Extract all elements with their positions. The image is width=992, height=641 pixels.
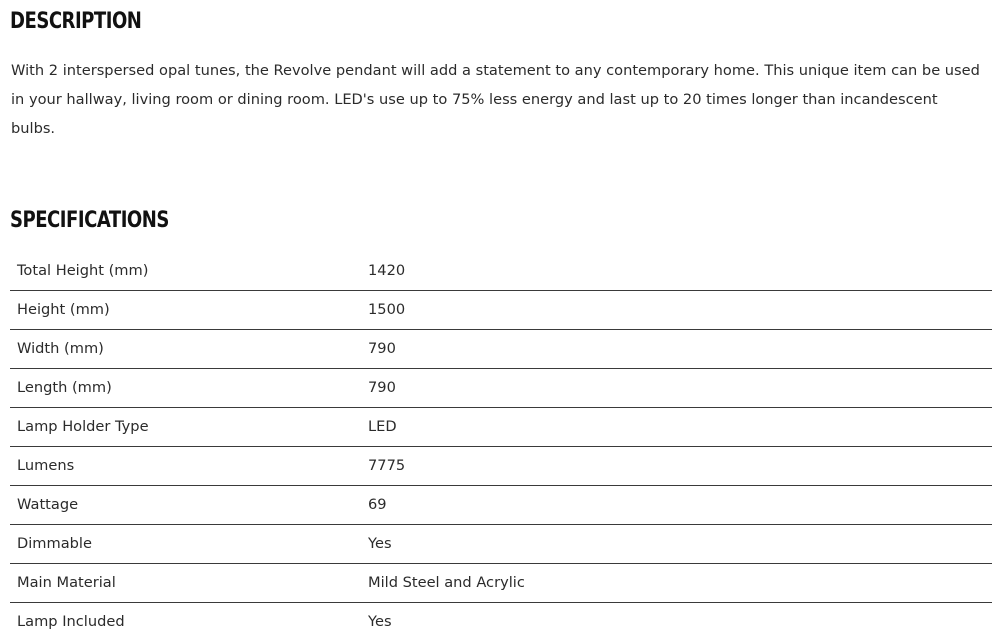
spec-label: Lamp Included (10, 603, 361, 641)
spec-label: Length (mm) (10, 369, 361, 408)
spec-value: Yes (361, 603, 992, 641)
spec-label: Lamp Holder Type (10, 408, 361, 447)
spec-row-dimmable (10, 525, 992, 564)
spec-row-main-material (10, 564, 992, 603)
spec-value: 1420 (361, 252, 992, 291)
spec-value: 790 (361, 369, 992, 408)
spec-row-wattage (10, 486, 992, 525)
specifications-table (10, 252, 992, 641)
spec-value: 1500 (361, 291, 992, 330)
spec-label: Width (mm) (10, 330, 361, 369)
spec-label: Height (mm) (10, 291, 361, 330)
spec-value: 790 (361, 330, 992, 369)
spec-row-lumens (10, 447, 992, 486)
spec-row-width (10, 330, 992, 369)
spec-row-lamp-holder-type (10, 408, 992, 447)
spec-value: Yes (361, 525, 992, 564)
spec-row-total-height (10, 252, 992, 291)
spec-label: Lumens (10, 447, 361, 486)
specifications-heading: SPECIFICATIONS (10, 210, 169, 232)
spec-value: Mild Steel and Acrylic (361, 564, 992, 603)
spec-value: 7775 (361, 447, 992, 486)
description-text: With 2 interspersed opal tunes, the Revolve pendant will add a statement to any contemporary home. This unique item can be used in your hallway, living room or dining room. LED's use up to 75% less energy and last up to 20 times longer than incandescent bulbs. (11, 56, 986, 143)
description-heading: DESCRIPTION (10, 11, 141, 33)
spec-row-height (10, 291, 992, 330)
spec-row-lamp-included (10, 603, 992, 641)
spec-value: LED (361, 408, 992, 447)
spec-label: Total Height (mm) (10, 252, 361, 291)
spec-value: 69 (361, 486, 992, 525)
spec-row-length (10, 369, 992, 408)
spec-label: Dimmable (10, 525, 361, 564)
spec-label: Main Material (10, 564, 361, 603)
spec-label: Wattage (10, 486, 361, 525)
